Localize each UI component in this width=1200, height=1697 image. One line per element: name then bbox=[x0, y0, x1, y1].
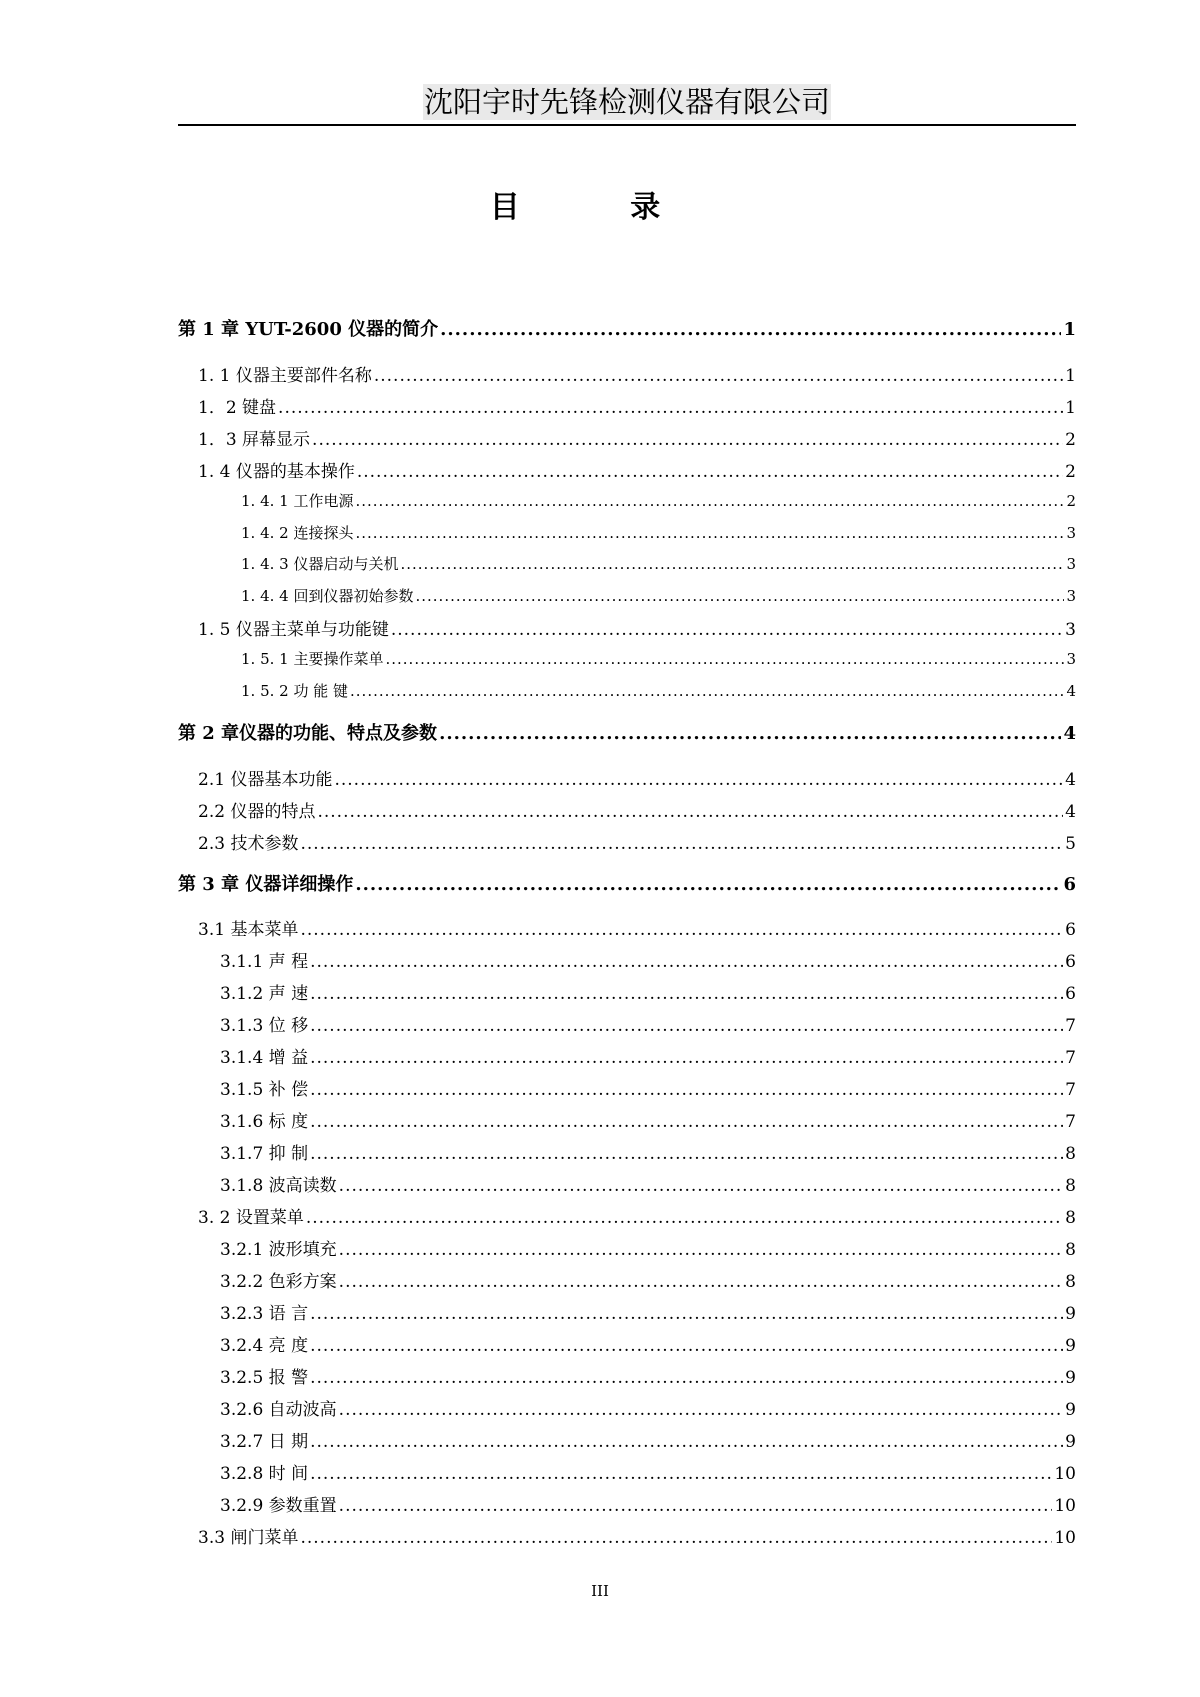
toc-entry[interactable] bbox=[198, 797, 1076, 822]
toc-label: 第 3 章 仪器详细操作 bbox=[178, 874, 354, 895]
toc-page: 5 bbox=[1065, 834, 1076, 854]
toc-page: 9 bbox=[1065, 1336, 1076, 1356]
toc-leader bbox=[355, 524, 1064, 542]
toc-page: 1 bbox=[1065, 366, 1076, 386]
toc-entry[interactable] bbox=[220, 1235, 1076, 1260]
toc-leader bbox=[339, 1272, 1064, 1292]
toc-page: 8 bbox=[1065, 1240, 1076, 1260]
toc-label: 3.2.6 自动波高 bbox=[220, 1400, 337, 1420]
company-header bbox=[178, 84, 1076, 120]
toc-label: 1. 5. 2 功 能 键 bbox=[241, 682, 349, 700]
toc-leader bbox=[339, 1176, 1064, 1196]
header-rule bbox=[178, 124, 1076, 126]
toc-leader bbox=[300, 1528, 1052, 1548]
toc-label: 1．3 屏幕显示 bbox=[198, 430, 311, 450]
toc-entry[interactable] bbox=[241, 522, 1076, 543]
toc-page: 9 bbox=[1065, 1368, 1076, 1388]
toc-label: 3.2.4 亮 度 bbox=[220, 1336, 309, 1356]
toc-entry[interactable] bbox=[198, 361, 1076, 386]
toc-entry[interactable] bbox=[220, 1363, 1076, 1388]
toc-label: 3.2.1 波形填充 bbox=[220, 1240, 337, 1260]
toc-leader bbox=[350, 682, 1064, 700]
toc-label: 1. 4. 1 工作电源 bbox=[241, 492, 354, 510]
toc-label: 3.3 闸门菜单 bbox=[198, 1528, 299, 1548]
toc-label: 3.2.8 时 间 bbox=[220, 1464, 309, 1484]
toc-label: 2.2 仪器的特点 bbox=[198, 802, 316, 822]
toc-page: 7 bbox=[1065, 1080, 1076, 1100]
toc-entry[interactable] bbox=[220, 979, 1076, 1004]
toc-entry[interactable] bbox=[198, 915, 1076, 940]
toc-entry[interactable] bbox=[220, 1267, 1076, 1292]
toc-page: 3 bbox=[1066, 524, 1076, 542]
toc-entry[interactable] bbox=[198, 425, 1076, 450]
toc-leader bbox=[310, 1144, 1063, 1164]
toc-page: 8 bbox=[1065, 1272, 1076, 1292]
toc-leader bbox=[334, 770, 1063, 790]
toc-leader bbox=[374, 366, 1063, 386]
toc-leader bbox=[310, 1112, 1063, 1132]
toc-page: 3 bbox=[1066, 587, 1076, 605]
toc-entry[interactable] bbox=[220, 1299, 1076, 1324]
toc-leader bbox=[312, 430, 1063, 450]
toc-page: 1 bbox=[1063, 319, 1076, 340]
toc-entry-chapter-2[interactable] bbox=[178, 719, 1076, 745]
toc-page: 6 bbox=[1065, 984, 1076, 1004]
toc-leader bbox=[339, 1496, 1053, 1516]
toc-entry[interactable] bbox=[220, 1427, 1076, 1452]
toc-label: 3.1.2 声 速 bbox=[220, 984, 309, 1004]
toc-entry[interactable] bbox=[198, 1203, 1076, 1228]
toc-leader bbox=[278, 398, 1063, 418]
toc-leader bbox=[357, 462, 1063, 482]
toc-page: 10 bbox=[1054, 1496, 1076, 1516]
toc-leader bbox=[310, 984, 1063, 1004]
toc-page: 7 bbox=[1065, 1016, 1076, 1036]
toc-entry-chapter-1[interactable] bbox=[178, 315, 1076, 341]
toc-leader bbox=[439, 723, 1061, 744]
toc-label: 1. 4 仪器的基本操作 bbox=[198, 462, 355, 482]
toc-label: 1. 5. 1 主要操作菜单 bbox=[241, 650, 384, 668]
toc-entry[interactable] bbox=[198, 829, 1076, 854]
toc-label: 1. 4. 4 回到仪器初始参数 bbox=[241, 587, 414, 605]
toc-entry[interactable] bbox=[220, 1011, 1076, 1036]
toc-entry-chapter-3[interactable] bbox=[178, 870, 1076, 896]
toc-page: 1 bbox=[1065, 398, 1076, 418]
toc-page: 9 bbox=[1065, 1432, 1076, 1452]
toc-entry[interactable] bbox=[198, 393, 1076, 418]
toc-leader bbox=[385, 650, 1064, 668]
toc-leader bbox=[440, 319, 1061, 340]
toc-entry[interactable] bbox=[241, 680, 1076, 701]
toc-label: 第 2 章仪器的功能、特点及参数 bbox=[178, 723, 438, 744]
toc-label: 3.2.2 色彩方案 bbox=[220, 1272, 337, 1292]
toc-entry[interactable] bbox=[220, 1331, 1076, 1356]
toc-leader bbox=[310, 1432, 1063, 1452]
toc-entry[interactable] bbox=[220, 1395, 1076, 1420]
toc-label: 3.1.4 增 益 bbox=[220, 1048, 309, 1068]
toc-entry[interactable] bbox=[241, 553, 1076, 574]
toc-leader bbox=[306, 1208, 1063, 1228]
toc-leader bbox=[339, 1240, 1064, 1260]
toc-entry[interactable] bbox=[220, 1075, 1076, 1100]
toc-entry[interactable] bbox=[198, 765, 1076, 790]
toc-leader bbox=[310, 1304, 1063, 1324]
toc-label: 3.2.7 日 期 bbox=[220, 1432, 309, 1452]
toc-leader bbox=[310, 1336, 1063, 1356]
toc-label: 1．2 键盘 bbox=[198, 398, 277, 418]
toc-page: 2 bbox=[1065, 430, 1076, 450]
toc-entry[interactable] bbox=[220, 1459, 1076, 1484]
toc-label: 3. 2 设置菜单 bbox=[198, 1208, 304, 1228]
toc-page: 8 bbox=[1065, 1176, 1076, 1196]
toc-label: 3.2.3 语 言 bbox=[220, 1304, 309, 1324]
company-name: 沈阳宇时先锋检测仪器有限公司 bbox=[423, 85, 830, 119]
toc-label: 3.1 基本菜单 bbox=[198, 920, 299, 940]
toc-page: 3 bbox=[1066, 555, 1076, 573]
toc-label: 3.1.5 补 偿 bbox=[220, 1080, 309, 1100]
toc-label: 2.1 仪器基本功能 bbox=[198, 770, 333, 790]
toc-label: 3.1.3 位 移 bbox=[220, 1016, 309, 1036]
toc-entry[interactable] bbox=[241, 648, 1076, 669]
toc-leader bbox=[317, 802, 1063, 822]
toc-page: 9 bbox=[1065, 1400, 1076, 1420]
toc-leader bbox=[355, 492, 1064, 510]
toc-leader bbox=[310, 1016, 1063, 1036]
toc-page: 7 bbox=[1065, 1048, 1076, 1068]
toc-leader bbox=[310, 1048, 1063, 1068]
page-number: III bbox=[591, 1582, 609, 1600]
toc-label: 1. 5 仪器主菜单与功能键 bbox=[198, 620, 389, 640]
toc-leader bbox=[339, 1400, 1064, 1420]
toc-entry[interactable] bbox=[220, 947, 1076, 972]
toc-page: 3 bbox=[1065, 620, 1076, 640]
toc-leader bbox=[310, 1080, 1063, 1100]
toc-label: 3.1.6 标 度 bbox=[220, 1112, 309, 1132]
toc-entry[interactable] bbox=[241, 585, 1076, 606]
toc-label: 1. 4. 3 仪器启动与关机 bbox=[241, 555, 399, 573]
toc-page: 6 bbox=[1065, 920, 1076, 940]
page-title: 目 录 bbox=[489, 190, 711, 225]
toc-page: 3 bbox=[1066, 650, 1076, 668]
toc-leader bbox=[355, 874, 1061, 895]
toc-page: 4 bbox=[1065, 802, 1076, 822]
toc-page: 10 bbox=[1054, 1528, 1076, 1548]
toc-entry[interactable] bbox=[220, 1491, 1076, 1516]
toc-entry[interactable] bbox=[198, 615, 1076, 640]
toc-entry[interactable] bbox=[198, 1523, 1076, 1548]
toc-page: 6 bbox=[1063, 874, 1076, 895]
toc-page: 4 bbox=[1063, 723, 1076, 744]
toc-page: 4 bbox=[1065, 770, 1076, 790]
toc-label: 2.3 技术参数 bbox=[198, 834, 299, 854]
toc-page: 9 bbox=[1065, 1304, 1076, 1324]
toc-entry[interactable] bbox=[220, 1171, 1076, 1196]
toc-entry[interactable] bbox=[241, 490, 1076, 511]
toc-leader bbox=[310, 952, 1063, 972]
toc-entry[interactable] bbox=[220, 1139, 1076, 1164]
toc-label: 3.1.8 波高读数 bbox=[220, 1176, 337, 1196]
toc-leader bbox=[310, 1368, 1063, 1388]
toc-label: 1. 1 仪器主要部件名称 bbox=[198, 366, 372, 386]
toc-label: 第 1 章 YUT-2600 仪器的简介 bbox=[178, 319, 439, 340]
toc-entry[interactable] bbox=[220, 1107, 1076, 1132]
toc-label: 3.1.7 抑 制 bbox=[220, 1144, 309, 1164]
toc-label: 1. 4. 2 连接探头 bbox=[241, 524, 354, 542]
toc-page: 2 bbox=[1065, 462, 1076, 482]
toc-page: 6 bbox=[1065, 952, 1076, 972]
toc-page: 4 bbox=[1066, 682, 1076, 700]
toc-page: 2 bbox=[1066, 492, 1076, 510]
toc-leader bbox=[310, 1464, 1052, 1484]
toc-leader bbox=[391, 620, 1063, 640]
toc-page: 8 bbox=[1065, 1208, 1076, 1228]
toc-leader bbox=[300, 834, 1063, 854]
toc-label: 3.2.5 报 警 bbox=[220, 1368, 309, 1388]
toc-label: 3.2.9 参数重置 bbox=[220, 1496, 337, 1516]
toc-leader bbox=[415, 587, 1064, 605]
toc-leader bbox=[300, 920, 1063, 940]
toc-page: 7 bbox=[1065, 1112, 1076, 1132]
toc-page: 8 bbox=[1065, 1144, 1076, 1164]
toc-entry[interactable] bbox=[220, 1043, 1076, 1068]
toc-leader bbox=[400, 555, 1064, 573]
toc-page: 10 bbox=[1054, 1464, 1076, 1484]
toc-label: 3.1.1 声 程 bbox=[220, 952, 309, 972]
toc-entry[interactable] bbox=[198, 457, 1076, 482]
